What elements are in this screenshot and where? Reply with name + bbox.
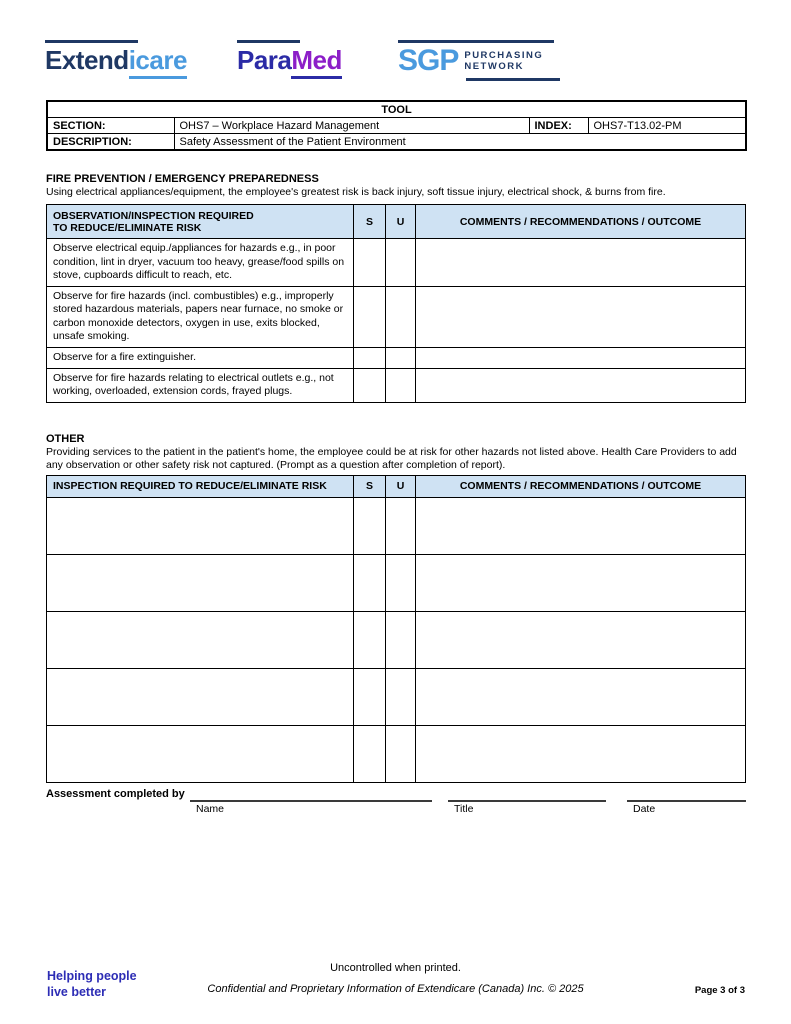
fire-s-column-header: S <box>354 205 386 239</box>
other-table-empty-row <box>47 611 746 668</box>
other-u-column-header: U <box>386 475 416 497</box>
signature-name-field <box>190 786 432 815</box>
sgp-logo-bottomline <box>466 78 560 81</box>
fire-table-header-row <box>47 205 746 239</box>
comments-cell <box>416 286 746 347</box>
extendicare-logo-text <box>45 45 195 79</box>
uncontrolled-notice: Uncontrolled when printed. <box>330 962 461 974</box>
tool-header-table <box>46 100 747 151</box>
section-value: OHS7 – Workplace Hazard Management <box>174 118 529 134</box>
assessment-completed-by-label: Assessment completed by <box>46 788 185 800</box>
u-cell <box>386 368 416 402</box>
fire-observation-header-line1: OBSERVATION/INSPECTION REQUIRED <box>53 209 254 222</box>
sgp-logo-word1: PURCHASING <box>464 50 544 61</box>
fire-table-row <box>47 239 746 287</box>
s-cell <box>354 347 386 368</box>
comments-cell <box>416 347 746 368</box>
inspection-cell <box>47 497 354 554</box>
section-label: SECTION: <box>47 118 174 134</box>
sgp-logo-topline <box>398 40 554 43</box>
description-value: Safety Assessment of the Patient Environment <box>174 134 746 151</box>
fire-observation-column-header <box>47 205 354 239</box>
u-cell <box>386 239 416 287</box>
u-cell <box>386 347 416 368</box>
signature-block <box>46 786 746 820</box>
signature-title-field <box>448 786 606 815</box>
other-section <box>46 432 745 783</box>
page-footer <box>0 956 791 1016</box>
u-cell <box>386 497 416 554</box>
u-cell <box>386 668 416 725</box>
fire-section-heading: FIRE PREVENTION / EMERGENCY PREPAREDNESS <box>46 173 319 185</box>
other-table-empty-row <box>47 554 746 611</box>
name-caption: Name <box>196 803 225 815</box>
inspection-cell <box>47 611 354 668</box>
fire-table-row <box>47 368 746 402</box>
inspection-cell <box>47 725 354 782</box>
extendicare-logo-prefix: Extend <box>45 45 129 75</box>
s-cell <box>354 668 386 725</box>
observation-text: Observe for fire hazards relating to electrical outlets e.g., not working, overloaded, extension cords, frayed plugs. <box>47 368 354 402</box>
observation-text: Observe for a fire extinguisher. <box>47 347 354 368</box>
comments-cell <box>416 368 746 402</box>
comments-cell <box>416 239 746 287</box>
s-cell <box>354 239 386 287</box>
date-signature-line <box>627 786 746 802</box>
inspection-cell <box>47 554 354 611</box>
s-cell <box>354 497 386 554</box>
fire-section-intro: Using electrical appliances/equipment, the employee's greatest risk is back injury, soft tissue injury, electrical shock, & burns from fire. <box>46 186 666 198</box>
section-index-row <box>47 118 746 134</box>
sgp-logo-words <box>464 50 543 72</box>
tool-title: TOOL <box>47 101 746 118</box>
page-number: Page 3 of 3 <box>694 985 745 996</box>
u-cell <box>386 554 416 611</box>
comments-cell <box>416 611 746 668</box>
u-cell <box>386 286 416 347</box>
s-cell <box>354 286 386 347</box>
other-table-empty-row <box>47 497 746 554</box>
tool-title-row <box>47 101 746 118</box>
paramed-logo-suffix: Med <box>291 45 342 79</box>
other-table-empty-row <box>47 668 746 725</box>
fire-risk-table <box>46 204 746 403</box>
comments-cell <box>416 497 746 554</box>
observation-text: Observe electrical equip./appliances for hazards e.g., in poor condition, lint in dryer, vacuum too heavy, grease/food spills on stove, cupboards difficult to reach, etc. <box>47 239 354 287</box>
other-s-column-header: S <box>354 475 386 497</box>
sgp-purchasing-network-logo <box>398 40 560 81</box>
u-cell <box>386 725 416 782</box>
observation-text: Observe for fire hazards (incl. combustibles) e.g., improperly stored hazardous materials, papers near furnace, no smoke or carbon monoxide detectors, oxygen in use, exits blocked, unsafe smoking. <box>47 286 354 347</box>
s-cell <box>354 611 386 668</box>
inspection-cell <box>47 668 354 725</box>
s-cell <box>354 725 386 782</box>
description-row <box>47 134 746 151</box>
title-signature-line <box>448 786 606 802</box>
other-inspection-column-header: INSPECTION REQUIRED TO REDUCE/ELIMINATE RISK <box>47 475 354 497</box>
other-table-empty-row <box>47 725 746 782</box>
other-table-header-row <box>47 475 746 497</box>
comments-cell <box>416 668 746 725</box>
description-label: DESCRIPTION: <box>47 134 174 151</box>
other-comments-column-header: COMMENTS / RECOMMENDATIONS / OUTCOME <box>416 475 746 497</box>
other-risk-table <box>46 475 746 783</box>
paramed-logo-topline <box>237 40 300 43</box>
fire-observation-header-line2: TO REDUCE/ELIMINATE RISK <box>53 221 202 234</box>
extendicare-logo-topline <box>45 40 138 43</box>
name-signature-line <box>190 786 432 802</box>
s-cell <box>354 554 386 611</box>
paramed-logo-text <box>237 45 363 79</box>
sgp-logo-abbr: SGP <box>398 44 459 77</box>
tagline-line1: Helping people <box>47 969 137 983</box>
tagline-line2: live better <box>47 985 107 999</box>
extendicare-logo-suffix: icare <box>129 45 187 79</box>
fire-table-row <box>47 286 746 347</box>
comments-cell <box>416 725 746 782</box>
sgp-logo-word2: NETWORK <box>464 61 524 72</box>
comments-cell <box>416 554 746 611</box>
other-section-intro: Providing services to the patient in the patient's home, the employee could be at risk for other hazards not listed above. Health Care Providers to add any observation or other safety risk not captured. (Prompt as a question after completion of report). <box>46 445 737 471</box>
other-section-heading: OTHER <box>46 432 85 445</box>
date-caption: Date <box>633 803 656 815</box>
extendicare-logo <box>45 40 195 79</box>
signature-date-field <box>627 786 746 815</box>
title-caption: Title <box>454 803 474 815</box>
u-cell <box>386 611 416 668</box>
s-cell <box>354 368 386 402</box>
paramed-logo-prefix: Para <box>237 45 292 75</box>
paramed-logo <box>237 40 363 79</box>
index-value: OHS7-T13.02-PM <box>588 118 746 134</box>
fire-table-row <box>47 347 746 368</box>
fire-u-column-header: U <box>386 205 416 239</box>
form-content <box>46 172 745 783</box>
index-label: INDEX: <box>529 118 588 134</box>
fire-comments-column-header: COMMENTS / RECOMMENDATIONS / OUTCOME <box>416 205 746 239</box>
confidentiality-notice: Confidential and Proprietary Information of Extendicare (Canada) Inc. © 2025 <box>207 983 584 995</box>
